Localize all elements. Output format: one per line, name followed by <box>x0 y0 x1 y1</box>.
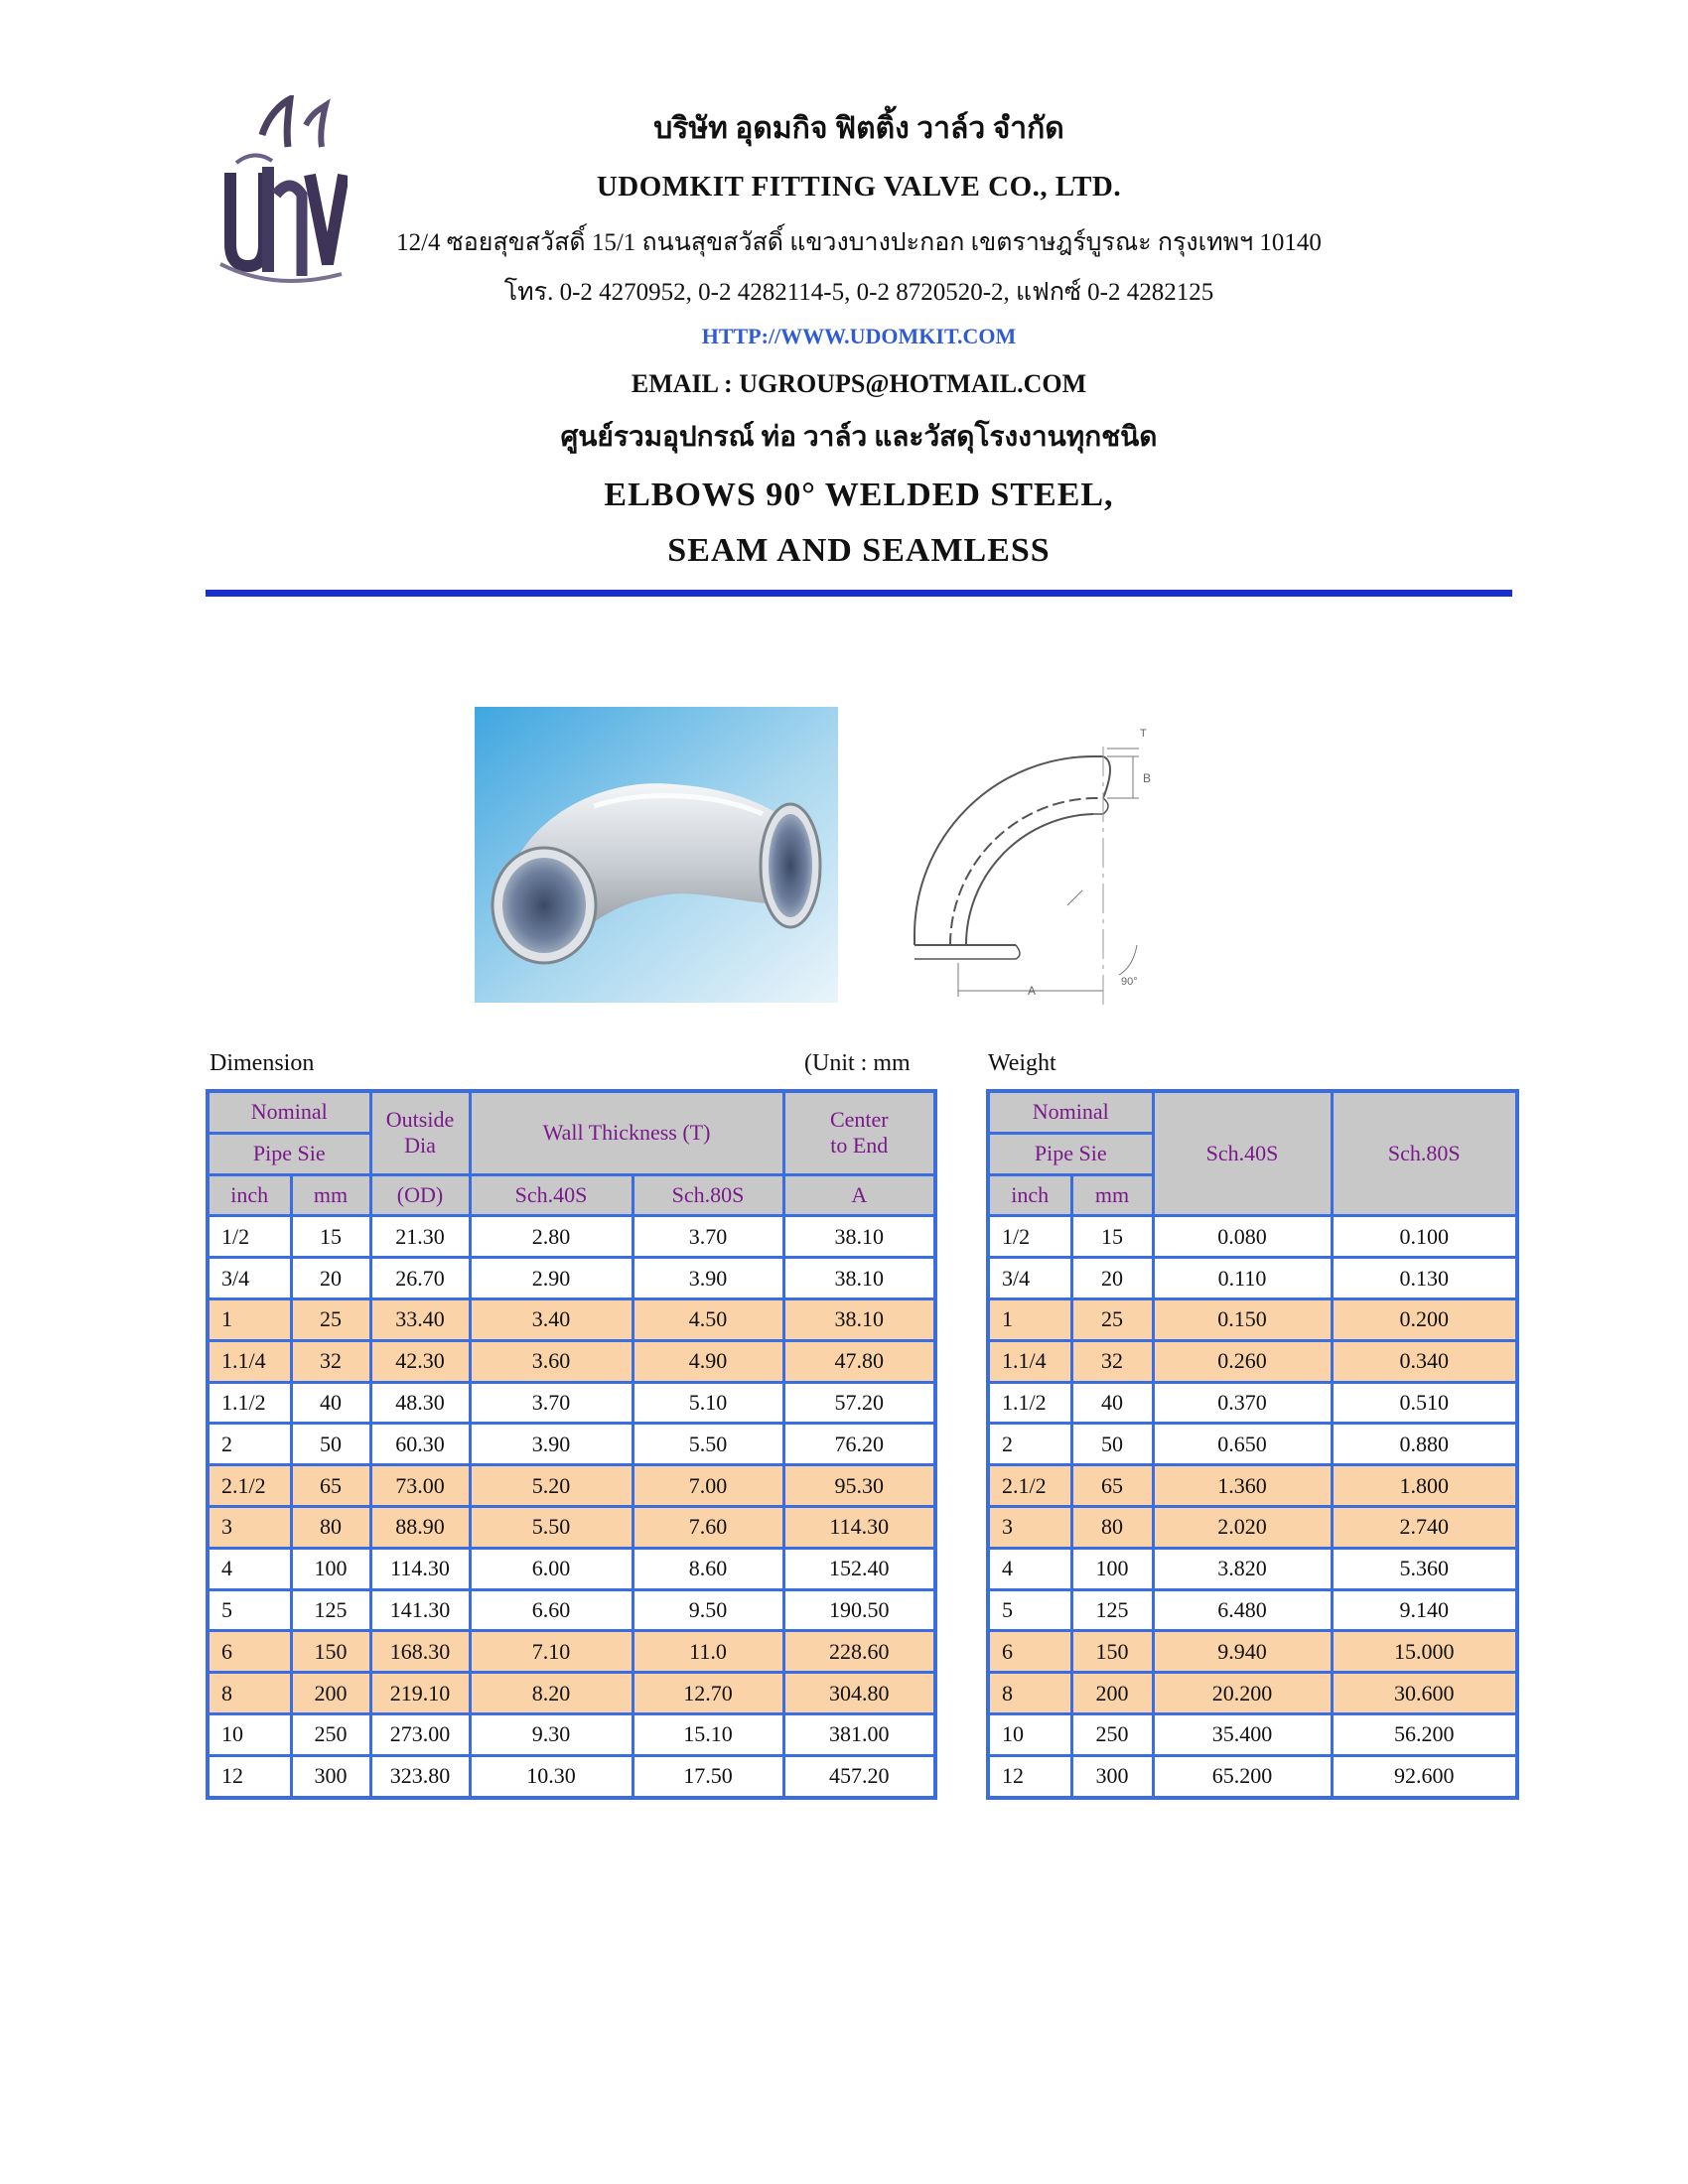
table-cell: 6.00 <box>470 1548 633 1589</box>
table-cell: 168.30 <box>370 1631 470 1673</box>
table-row <box>208 1506 935 1548</box>
table-row <box>988 1216 1517 1258</box>
table-cell: 10 <box>208 1713 291 1755</box>
table-row <box>988 1506 1517 1548</box>
table-cell: 1 <box>208 1298 291 1340</box>
table-cell: 3.60 <box>470 1340 633 1382</box>
table-cell: 1.1/4 <box>208 1340 291 1382</box>
header-od: (OD) <box>370 1174 470 1216</box>
table-cell: 95.30 <box>783 1465 935 1507</box>
table-row <box>208 1755 935 1797</box>
table-cell: 200 <box>1071 1673 1153 1714</box>
table-cell: 11.0 <box>633 1631 783 1673</box>
table-cell: 0.340 <box>1332 1340 1517 1382</box>
table-cell: 219.10 <box>370 1673 470 1714</box>
table-row <box>208 1548 935 1589</box>
header-pipe-size: Pipe Sie <box>208 1133 370 1174</box>
table-cell: 3 <box>208 1506 291 1548</box>
table-cell: 5 <box>208 1589 291 1631</box>
table-cell: 2 <box>208 1424 291 1465</box>
header-sch40: Sch.40S <box>470 1174 633 1216</box>
table-cell: 100 <box>1071 1548 1153 1589</box>
table-row <box>988 1258 1517 1299</box>
table-row <box>208 1298 935 1340</box>
table-cell: 50 <box>1071 1424 1153 1465</box>
table-row <box>988 1631 1517 1673</box>
table-row <box>988 1465 1517 1507</box>
table-cell: 9.50 <box>633 1589 783 1631</box>
page-title-line1: ELBOWS 90° WELDED STEEL, <box>604 477 1114 513</box>
dimension-label: Dimension <box>210 1050 315 1076</box>
table-cell: 0.130 <box>1332 1258 1517 1299</box>
table-cell: 92.600 <box>1332 1755 1517 1797</box>
drawing-label-b: B <box>1143 771 1152 785</box>
table-cell: 1.800 <box>1332 1465 1517 1507</box>
table-cell: 57.20 <box>783 1382 935 1424</box>
table-cell: 76.20 <box>783 1424 935 1465</box>
table-cell: 80 <box>291 1506 370 1548</box>
table-cell: 5.20 <box>470 1465 633 1507</box>
table-cell: 300 <box>1071 1755 1153 1797</box>
table-cell: 8.60 <box>633 1548 783 1589</box>
table-cell: 273.00 <box>370 1713 470 1755</box>
table-cell: 152.40 <box>783 1548 935 1589</box>
table-cell: 250 <box>291 1713 370 1755</box>
weight-header-mm: mm <box>1071 1174 1153 1216</box>
table-cell: 33.40 <box>370 1298 470 1340</box>
table-row <box>208 1216 935 1258</box>
table-cell: 2.740 <box>1332 1506 1517 1548</box>
table-cell: 12.70 <box>633 1673 783 1714</box>
page-title-line2: SEAM AND SEAMLESS <box>667 532 1051 569</box>
table-cell: 20 <box>1071 1258 1153 1299</box>
company-thai-name: บริษัท อุดมกิจ ฟิตติ้ง วาล์ว จำกัด <box>653 112 1064 145</box>
table-cell: 3.40 <box>470 1298 633 1340</box>
company-address: 12/4 ซอยสุขสวัสดิ์ 15/1 ถนนสุขสวัสดิ์ แขวงบางปะกอก เขตราษฎร์บูรณะ กรุงเทพฯ 10140 <box>396 229 1322 256</box>
header-nominal: Nominal <box>208 1091 370 1133</box>
table-cell: 2.80 <box>470 1216 633 1258</box>
table-cell: 6.480 <box>1153 1589 1332 1631</box>
table-row <box>988 1382 1517 1424</box>
table-cell: 9.30 <box>470 1713 633 1755</box>
table-cell: 4 <box>208 1548 291 1589</box>
table-cell: 3/4 <box>208 1258 291 1299</box>
table-cell: 38.10 <box>783 1258 935 1299</box>
table-cell: 35.400 <box>1153 1713 1332 1755</box>
table-cell: 1/2 <box>208 1216 291 1258</box>
table-cell: 0.150 <box>1153 1298 1332 1340</box>
table-cell: 21.30 <box>370 1216 470 1258</box>
table-cell: 50 <box>291 1424 370 1465</box>
company-english-name: UDOMKIT FITTING VALVE CO., LTD. <box>596 171 1122 203</box>
table-cell: 3.70 <box>470 1382 633 1424</box>
table-cell: 17.50 <box>633 1755 783 1797</box>
table-cell: 0.110 <box>1153 1258 1332 1299</box>
table-cell: 125 <box>1071 1589 1153 1631</box>
table-cell: 3 <box>988 1506 1071 1548</box>
table-row <box>208 1631 935 1673</box>
header-sch80: Sch.80S <box>633 1174 783 1216</box>
table-cell: 114.30 <box>783 1506 935 1548</box>
table-cell: 1.1/2 <box>208 1382 291 1424</box>
table-cell: 6 <box>208 1631 291 1673</box>
table-cell: 3.90 <box>470 1424 633 1465</box>
table-row <box>988 1673 1517 1714</box>
table-cell: 15 <box>291 1216 370 1258</box>
table-cell: 10.30 <box>470 1755 633 1797</box>
table-cell: 38.10 <box>783 1298 935 1340</box>
website-link[interactable]: HTTP://WWW.UDOMKIT.COM <box>701 324 1017 348</box>
table-cell: 5.50 <box>633 1424 783 1465</box>
weight-table <box>986 1089 1519 1800</box>
table-cell: 48.30 <box>370 1382 470 1424</box>
table-row <box>988 1713 1517 1755</box>
table-cell: 2 <box>988 1424 1071 1465</box>
table-row <box>208 1589 935 1631</box>
table-cell: 250 <box>1071 1713 1153 1755</box>
table-cell: 5.360 <box>1332 1548 1517 1589</box>
table-cell: 20 <box>291 1258 370 1299</box>
table-cell: 1.1/4 <box>988 1340 1071 1382</box>
table-cell: 125 <box>291 1589 370 1631</box>
elbow-technical-drawing <box>909 707 1206 1005</box>
table-row <box>208 1340 935 1382</box>
table-cell: 2.1/2 <box>988 1465 1071 1507</box>
table-cell: 47.80 <box>783 1340 935 1382</box>
table-cell: 1 <box>988 1298 1071 1340</box>
table-cell: 8.20 <box>470 1673 633 1714</box>
table-row <box>988 1424 1517 1465</box>
table-cell: 8 <box>208 1673 291 1714</box>
weight-header-pipe-size: Pipe Sie <box>988 1133 1153 1174</box>
table-cell: 65 <box>1071 1465 1153 1507</box>
table-row <box>988 1589 1517 1631</box>
company-tagline: ศูนย์รวมอุปกรณ์ ท่อ วาล์ว และวัสดุโรงงานทุกชนิด <box>560 422 1158 453</box>
table-cell: 0.650 <box>1153 1424 1332 1465</box>
table-cell: 200 <box>291 1673 370 1714</box>
table-cell: 457.20 <box>783 1755 935 1797</box>
header-wall-thickness: Wall Thickness (T) <box>470 1091 783 1174</box>
table-cell: 8 <box>988 1673 1071 1714</box>
table-cell: 3.90 <box>633 1258 783 1299</box>
table-cell: 12 <box>988 1755 1071 1797</box>
drawing-label-t: T <box>1140 728 1147 740</box>
table-cell: 0.200 <box>1332 1298 1517 1340</box>
header-center-to-end: Center to End <box>783 1091 935 1174</box>
table-cell: 7.00 <box>633 1465 783 1507</box>
header-od-text: Dia <box>404 1133 436 1159</box>
table-cell: 32 <box>1071 1340 1153 1382</box>
table-cell: 323.80 <box>370 1755 470 1797</box>
table-row <box>208 1424 935 1465</box>
table-cell: 2.90 <box>470 1258 633 1299</box>
table-cell: 381.00 <box>783 1713 935 1755</box>
header-mm: mm <box>291 1174 370 1216</box>
table-row <box>208 1673 935 1714</box>
table-cell: 1.360 <box>1153 1465 1332 1507</box>
table-cell: 60.30 <box>370 1424 470 1465</box>
table-cell: 6 <box>988 1631 1071 1673</box>
table-cell: 150 <box>1071 1631 1153 1673</box>
table-cell: 0.080 <box>1153 1216 1332 1258</box>
drawing-label-angle: 90° <box>1121 976 1138 988</box>
table-cell: 0.370 <box>1153 1382 1332 1424</box>
table-cell: 4 <box>988 1548 1071 1589</box>
company-email: EMAIL : UGROUPS@HOTMAIL.COM <box>631 369 1087 398</box>
table-cell: 15.000 <box>1332 1631 1517 1673</box>
table-cell: 42.30 <box>370 1340 470 1382</box>
table-row <box>208 1713 935 1755</box>
table-cell: 0.100 <box>1332 1216 1517 1258</box>
table-row <box>988 1755 1517 1797</box>
table-cell: 38.10 <box>783 1216 935 1258</box>
table-cell: 4.50 <box>633 1298 783 1340</box>
table-cell: 190.50 <box>783 1589 935 1631</box>
table-cell: 65.200 <box>1153 1755 1332 1797</box>
table-cell: 7.10 <box>470 1631 633 1673</box>
table-cell: 30.600 <box>1332 1673 1517 1714</box>
table-cell: 26.70 <box>370 1258 470 1299</box>
company-phone: โทร. 0-2 4270952, 0-2 4282114-5, 0-2 8720520-2, แฟกซ์ 0-2 4282125 <box>503 279 1214 306</box>
table-cell: 1.1/2 <box>988 1382 1071 1424</box>
table-row <box>988 1548 1517 1589</box>
table-cell: 7.60 <box>633 1506 783 1548</box>
table-cell: 2.1/2 <box>208 1465 291 1507</box>
drawing-label-a: A <box>1028 984 1037 998</box>
table-cell: 0.880 <box>1332 1424 1517 1465</box>
table-cell: 10 <box>988 1713 1071 1755</box>
table-cell: 15.10 <box>633 1713 783 1755</box>
table-row <box>988 1298 1517 1340</box>
weight-header-sch80: Sch.80S <box>1332 1091 1517 1216</box>
header-inch: inch <box>208 1174 291 1216</box>
table-cell: 40 <box>1071 1382 1153 1424</box>
table-cell: 32 <box>291 1340 370 1382</box>
table-cell: 304.80 <box>783 1673 935 1714</box>
table-cell: 12 <box>208 1755 291 1797</box>
table-cell: 73.00 <box>370 1465 470 1507</box>
table-cell: 3.820 <box>1153 1548 1332 1589</box>
weight-header-sch40: Sch.40S <box>1153 1091 1332 1216</box>
unit-label: (Unit : mm <box>804 1050 911 1076</box>
table-cell: 0.260 <box>1153 1340 1332 1382</box>
header-outside-dia <box>370 1091 470 1174</box>
table-cell: 20.200 <box>1153 1673 1332 1714</box>
table-row <box>208 1258 935 1299</box>
table-row <box>208 1382 935 1424</box>
weight-header-nominal: Nominal <box>988 1091 1153 1133</box>
table-cell: 228.60 <box>783 1631 935 1673</box>
header-od-text: Outside <box>385 1107 455 1133</box>
table-cell: 9.940 <box>1153 1631 1332 1673</box>
table-cell: 56.200 <box>1332 1713 1517 1755</box>
table-cell: 100 <box>291 1548 370 1589</box>
dimension-table <box>206 1089 937 1800</box>
table-cell: 1/2 <box>988 1216 1071 1258</box>
table-cell: 2.020 <box>1153 1506 1332 1548</box>
header-a: A <box>783 1174 935 1216</box>
header-divider <box>206 590 1512 597</box>
table-cell: 141.30 <box>370 1589 470 1631</box>
table-cell: 40 <box>291 1382 370 1424</box>
table-cell: 150 <box>291 1631 370 1673</box>
table-cell: 0.510 <box>1332 1382 1517 1424</box>
table-row <box>208 1465 935 1507</box>
table-cell: 4.90 <box>633 1340 783 1382</box>
table-cell: 65 <box>291 1465 370 1507</box>
table-cell: 9.140 <box>1332 1589 1517 1631</box>
table-cell: 5 <box>988 1589 1071 1631</box>
table-cell: 25 <box>291 1298 370 1340</box>
weight-label: Weight <box>988 1050 1056 1076</box>
table-cell: 15 <box>1071 1216 1153 1258</box>
table-cell: 6.60 <box>470 1589 633 1631</box>
elbow-product-photo <box>475 707 838 1003</box>
table-cell: 5.50 <box>470 1506 633 1548</box>
table-cell: 88.90 <box>370 1506 470 1548</box>
table-cell: 3/4 <box>988 1258 1071 1299</box>
table-cell: 114.30 <box>370 1548 470 1589</box>
table-cell: 3.70 <box>633 1216 783 1258</box>
weight-header-inch: inch <box>988 1174 1071 1216</box>
table-cell: 25 <box>1071 1298 1153 1340</box>
table-cell: 80 <box>1071 1506 1153 1548</box>
table-row <box>988 1340 1517 1382</box>
table-cell: 300 <box>291 1755 370 1797</box>
table-cell: 5.10 <box>633 1382 783 1424</box>
